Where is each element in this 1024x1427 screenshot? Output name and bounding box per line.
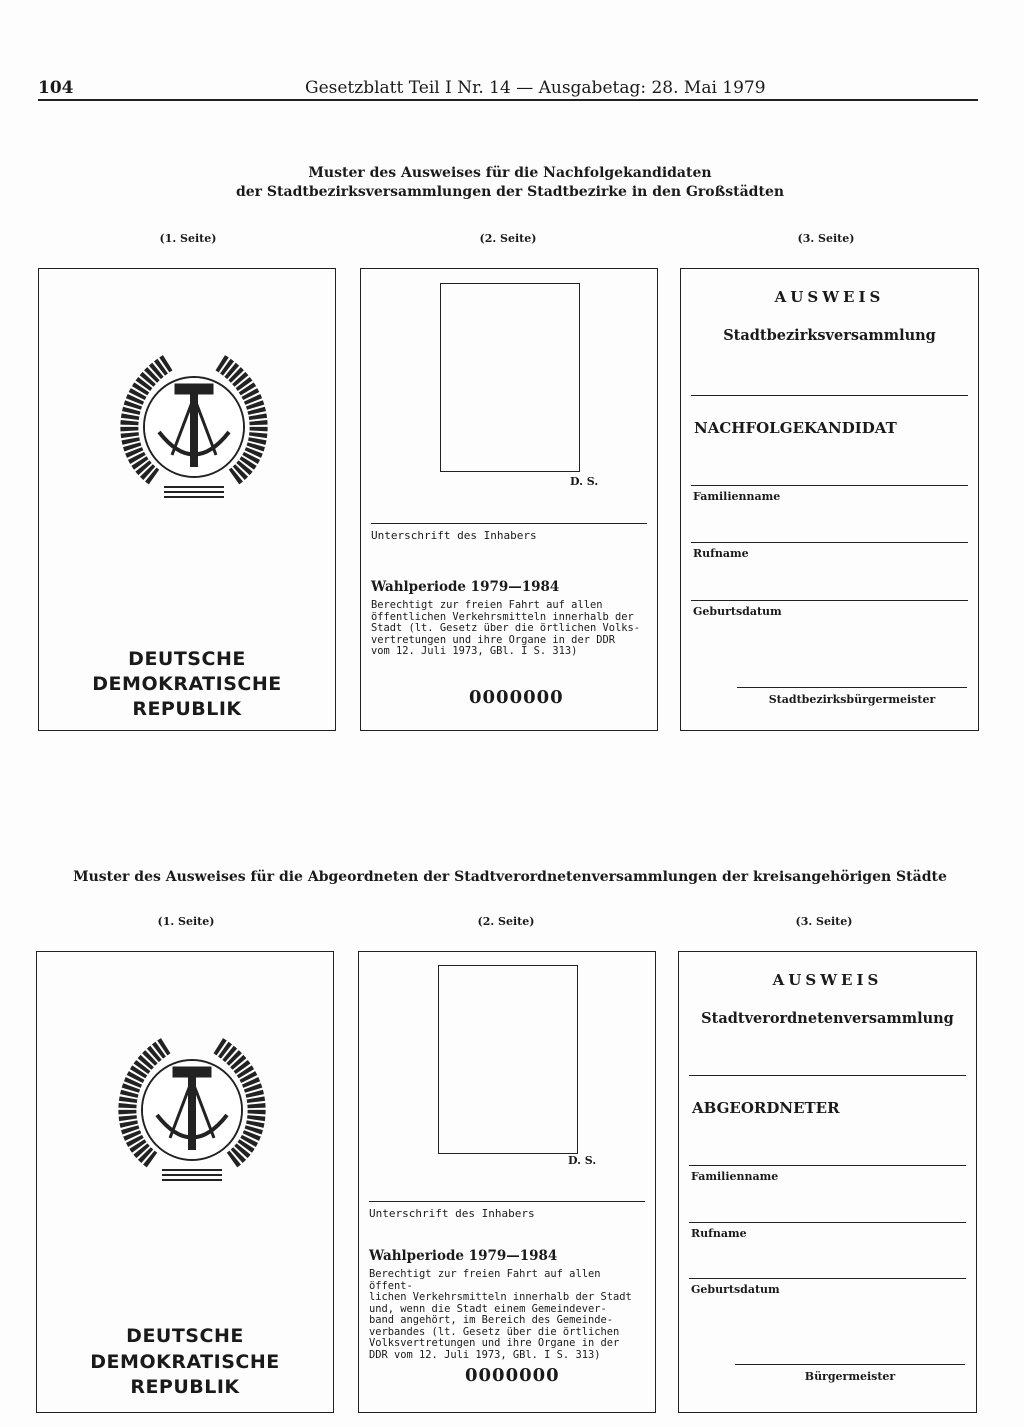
photo-placeholder bbox=[440, 283, 580, 472]
family-name-line bbox=[689, 1165, 966, 1166]
section-2-inner-card bbox=[358, 951, 656, 1413]
first-name-label: Rufname bbox=[691, 1227, 747, 1240]
free-travel-line: vertretungen und ihre Organe in der DDR bbox=[371, 633, 615, 646]
section-1-title-line2: der Stadtbezirksversammlungen der Stadtbezirke in den Großstädten bbox=[235, 184, 785, 200]
section-2-page3-label: (3. Seite) bbox=[795, 915, 853, 928]
country-name-line2: DEMOKRATISCHE REPUBLIK bbox=[92, 673, 282, 720]
ausweis-title: AUSWEIS bbox=[774, 288, 885, 306]
seal-ds-label: D. S. bbox=[568, 1154, 597, 1167]
birth-date-label: Geburtsdatum bbox=[691, 1283, 780, 1296]
free-travel-text bbox=[371, 600, 651, 658]
divider-line bbox=[691, 395, 968, 396]
free-travel-line: band angehört, im Bereich des Gemeinde- bbox=[369, 1314, 613, 1326]
section-2-title: Muster des Ausweises für die Abgeordneten der Stadtverordnetenversammlungen der kreisangehörigen Städte bbox=[73, 869, 947, 885]
assembly-name: Stadtbezirksversammlung bbox=[723, 327, 936, 344]
family-name-line bbox=[691, 485, 968, 486]
section-2-page2-label: (2. Seite) bbox=[477, 915, 535, 928]
free-travel-line: DDR vom 12. Juli 1973, GBl. I S. 313) bbox=[369, 1348, 601, 1361]
free-travel-text bbox=[369, 1269, 649, 1361]
country-name-line1: DEUTSCHE bbox=[126, 1325, 244, 1347]
country-name-line1: DEUTSCHE bbox=[128, 648, 246, 670]
birth-date-line bbox=[691, 600, 968, 601]
section-1-id-card bbox=[680, 268, 979, 731]
first-name-line bbox=[689, 1222, 966, 1223]
page-number: 104 bbox=[38, 78, 74, 98]
assembly-name: Stadtverordnetenversammlung bbox=[701, 1010, 954, 1027]
mayor-signature-label: Stadtbezirksbürgermeister bbox=[768, 693, 936, 706]
family-name-label: Familienname bbox=[693, 490, 781, 503]
free-travel-line: lichen Verkehrsmitteln innerhalb der Stadt bbox=[369, 1291, 632, 1303]
mayor-signature-line bbox=[735, 1364, 965, 1365]
holder-signature-line bbox=[369, 1201, 645, 1202]
section-1-cover-card bbox=[38, 268, 336, 731]
free-travel-line: Stadt (lt. Gesetz über die örtlichen Volks- bbox=[371, 622, 640, 634]
country-name-line2: DEMOKRATISCHE REPUBLIK bbox=[90, 1351, 280, 1398]
section-1-page1-label: (1. Seite) bbox=[159, 232, 217, 245]
header-divider bbox=[38, 99, 978, 101]
section-2-cover-card bbox=[36, 951, 334, 1413]
serial-number: 0000000 bbox=[469, 687, 564, 708]
wahlperiode-label: Wahlperiode 1979—1984 bbox=[369, 1248, 558, 1264]
gdr-emblem-icon bbox=[114, 347, 274, 507]
seal-ds-label: D. S. bbox=[570, 475, 599, 488]
serial-number: 0000000 bbox=[465, 1365, 560, 1386]
divider-line bbox=[689, 1075, 966, 1076]
role-title: ABGEORDNETER bbox=[692, 1099, 840, 1117]
first-name-label: Rufname bbox=[693, 547, 749, 560]
holder-signature-label: Unterschrift des Inhabers bbox=[371, 529, 537, 542]
free-travel-line: Berechtigt zur freien Fahrt auf allen öffent- bbox=[369, 1268, 601, 1292]
mayor-signature-line bbox=[737, 687, 967, 688]
photo-placeholder bbox=[438, 965, 578, 1154]
section-2-id-card bbox=[678, 951, 977, 1413]
gazette-header-title: Gesetzblatt Teil I Nr. 14 — Ausgabetag: 28. Mai 1979 bbox=[305, 78, 766, 98]
first-name-line bbox=[691, 542, 968, 543]
section-1-page3-label: (3. Seite) bbox=[797, 232, 855, 245]
free-travel-line: und, wenn die Stadt einem Gemeindever- bbox=[369, 1302, 607, 1315]
free-travel-line: öffentlichen Verkehrsmitteln innerhalb der bbox=[371, 610, 634, 623]
section-2-page1-label: (1. Seite) bbox=[157, 915, 215, 928]
section-1-title-line1: Muster des Ausweises für die Nachfolgekandidaten bbox=[308, 165, 712, 181]
mayor-signature-label: Bürgermeister bbox=[804, 1370, 896, 1383]
free-travel-line: verbandes (lt. Gesetz über die örtlichen bbox=[369, 1325, 620, 1338]
holder-signature-line bbox=[371, 523, 647, 524]
family-name-label: Familienname bbox=[691, 1170, 779, 1183]
birth-date-label: Geburtsdatum bbox=[693, 605, 782, 618]
free-travel-line: Berechtigt zur freien Fahrt auf allen bbox=[371, 599, 603, 611]
birth-date-line bbox=[689, 1278, 966, 1279]
wahlperiode-label: Wahlperiode 1979—1984 bbox=[371, 579, 560, 595]
ausweis-title: AUSWEIS bbox=[772, 971, 883, 989]
role-title: NACHFOLGEKANDIDAT bbox=[694, 419, 897, 437]
holder-signature-label: Unterschrift des Inhabers bbox=[369, 1207, 535, 1220]
section-1-page2-label: (2. Seite) bbox=[479, 232, 537, 245]
free-travel-line: Volksvertretungen und ihre Organe in der bbox=[369, 1337, 620, 1349]
gdr-emblem-icon bbox=[112, 1030, 272, 1190]
section-1-inner-card bbox=[360, 268, 658, 731]
free-travel-line: vom 12. Juli 1973, GBl. I S. 313) bbox=[371, 645, 578, 657]
